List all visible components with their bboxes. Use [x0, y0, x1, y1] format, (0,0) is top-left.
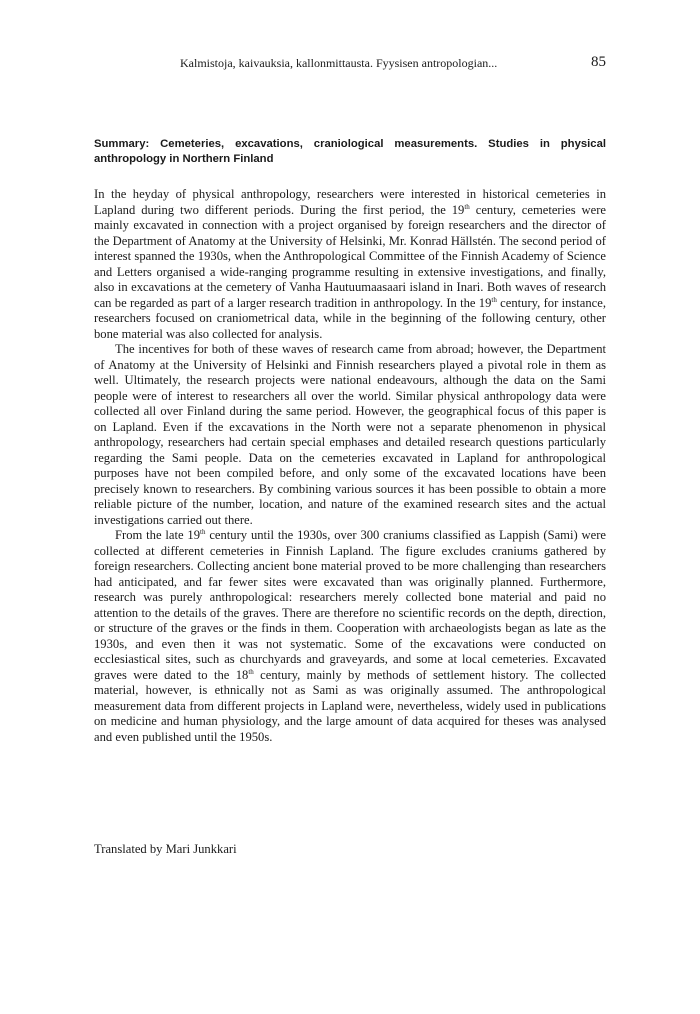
running-header — [180, 55, 606, 73]
superscript: th — [200, 528, 206, 536]
paragraph-text: In the heyday of physical anthropology, researchers were interested in historical cemeteries in Lapland during two different periods. During the first period, the 19 — [94, 187, 606, 217]
summary-paragraph-3 — [94, 528, 606, 745]
running-title: Kalmistoja, kaivauksia, kallonmittausta. Fyysisen antropologian... — [180, 56, 498, 70]
paragraph-text: century until the 1930s, over 300 craniums classified as Lappish (Sami) were collected at different cemeteries in Finnish Lapland. The figure excludes craniums gathered by foreign researchers. Collecting ancient bone material proved to be more challenging than researchers had anticipated, and far fewer sites were excavated than was originally planned. Furthermore, research was purely anthropological: researchers merely collected bone material and paid no attention to the details of the graves. There are therefore no scientific records on the depth, direction, or structure of the graves or the finds in them. Cooperation with archaeologists began as late as the 1930s, and even then it was not systematic. Some of the excavations were conducted on ecclesiastical sites, such as churchyards and graveyards, and some at local cemeteries. Excavated graves were dated to the 18 — [94, 528, 606, 682]
paragraph-text: century, mainly by methods of settlement history. The collected material, however, is ethnically not as Sami as was originally assumed. The anthropological measurement data from different projects in Lapland were, nevertheless, widely used in publications on medicine and human physiology, and the large amount of data acquired for theses was analysed and even published until the 1950s. — [94, 667, 606, 744]
paragraph-text: century, for instance, researchers focused on craniometrical data, while in the beginning of the following century, other bone material was also collected for analysis. — [94, 295, 606, 341]
superscript: th — [248, 667, 254, 676]
paragraph-text: century, cemeteries were mainly excavated in connection with a project organised by foreign researchers and the director of the Department of Anatomy at the University of Helsinki, Mr. Konrad Hällstén. The second period of interest spanned the 1930s, when the Anthropological Committee of the Finnish Academy of Science and Letters organised a wide-ranging programme resulting in extensive investigations, and finally, also in excavations at the cemetery of Vanha Hautuumaasaari island in Inari. Both waves of research can be regarded as part of a larger research tradition in anthropology. In the 19 — [94, 202, 607, 310]
summary-paragraph-1 — [94, 187, 606, 342]
superscript: th — [491, 295, 497, 304]
superscript: th — [464, 202, 470, 211]
paragraph-text: From the late 19 — [115, 528, 201, 542]
page-number: 85 — [591, 54, 606, 70]
translator-credit: Translated by Mari Junkkari — [94, 842, 237, 856]
summary-heading: Summary: Cemeteries, excavations, craniological measurements. Studies in physical anthropology in Northern Finland — [94, 138, 606, 165]
summary-paragraph-2: The incentives for both of these waves of research came from abroad; however, the Department of Anatomy at the University of Helsinki and Finnish researchers played a pivotal role in them as well. Ultimately, the research projects were national endeavours, although the data on the Sami people were of interest to researchers all over the world. Similar physical anthropology data were collected all over Finland during the same period. However, the geographical focus of this paper is on Lapland. Even if the excavations in the North were not a separate phenomenon in physical anthropology, researchers had certain special emphases and detailed research questions particularly regarding the Sami people. Data on the cemeteries excavated in Lapland for anthropological purposes have not been compiled before, and only some of the excavated locations have been precisely known to researchers. By combining various sources it has been possible to obtain a more reliable picture of the number, location, and nature of the examined research sites and the actual investigations carried out there. — [94, 342, 606, 527]
summary-body — [94, 187, 606, 745]
